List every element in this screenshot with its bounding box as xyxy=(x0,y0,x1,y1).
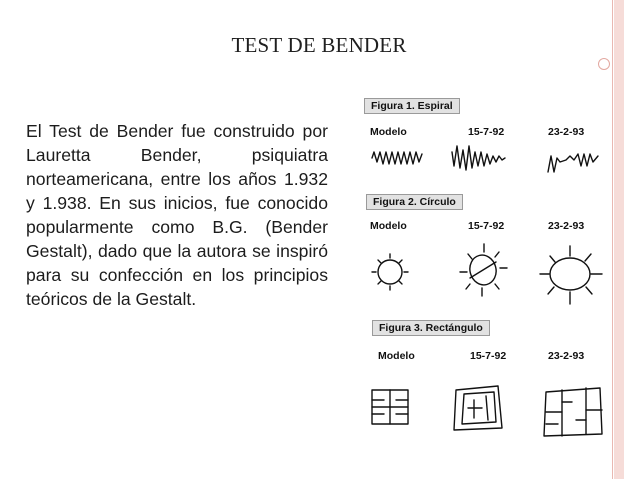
figure-2-caption: Figura 2. Círculo xyxy=(366,194,463,210)
rectangle-1592-drawing xyxy=(454,386,502,430)
figure-2-col-model: Modelo xyxy=(370,220,407,232)
figure-1-col-model: Modelo xyxy=(370,126,407,138)
figure-2-col-date-2: 23-2-93 xyxy=(548,220,585,232)
figure-3-col-model: Modelo xyxy=(378,350,415,362)
rectangle-2393-drawing xyxy=(544,388,602,436)
spiral-model-drawing xyxy=(372,152,422,164)
rectangle-model-drawing xyxy=(372,390,408,424)
spiral-2393-drawing xyxy=(548,154,598,172)
accent-bar xyxy=(614,0,624,479)
figure-3-caption: Figura 3. Rectángulo xyxy=(372,320,490,336)
accent-line xyxy=(612,0,613,479)
spiral-1592-drawing xyxy=(452,146,505,170)
circle-2393-drawing xyxy=(540,246,602,304)
bender-figures-image xyxy=(348,94,610,460)
figure-1-caption: Figura 1. Espiral xyxy=(364,98,460,114)
slide-body-text: El Test de Bender fue construido por Lauretta Bender, psiquiatra norteamericana, entre los años 1.932 y 1.938. En sus inicios, fue conocido popularmente como B.G. (Bender Gestalt), dado que la autora se inspiró para su confección en los principios teóricos de la Gestalt. xyxy=(26,121,328,309)
figure-3-col-date-2: 23-2-93 xyxy=(548,350,585,362)
slide-title: TEST DE BENDER xyxy=(231,33,407,57)
figure-3-col-date-1: 15-7-92 xyxy=(470,350,507,362)
accent-dot xyxy=(598,58,610,70)
figure-1-col-date-1: 15-7-92 xyxy=(468,126,505,138)
figure-1-col-date-2: 23-2-93 xyxy=(548,126,585,138)
circle-model-drawing xyxy=(372,254,408,290)
bender-drawings xyxy=(348,94,610,460)
circle-1592-drawing xyxy=(460,244,507,296)
figure-2-col-date-1: 15-7-92 xyxy=(468,220,505,232)
